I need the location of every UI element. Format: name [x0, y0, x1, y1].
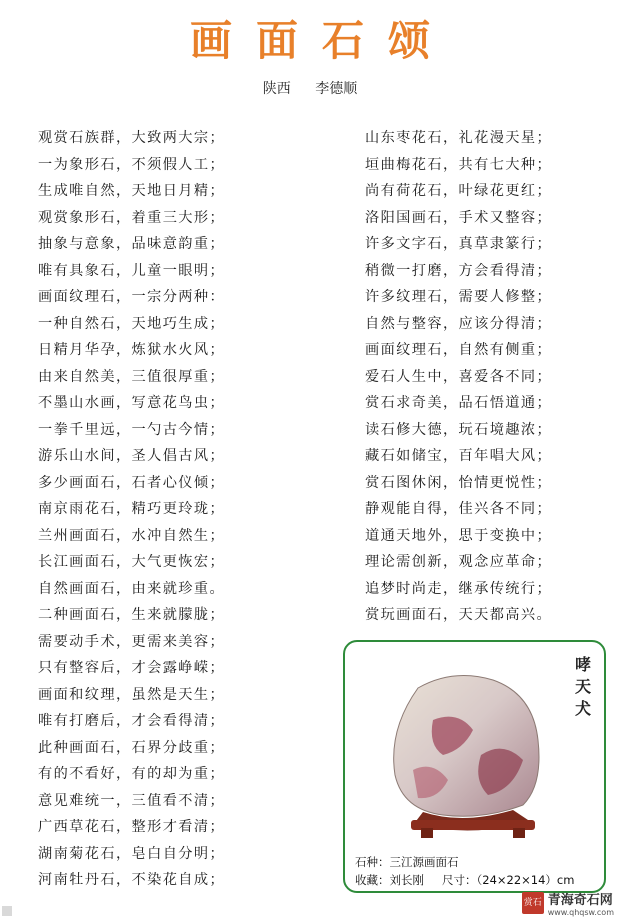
- poem-line: 理论需创新，观念应革命；: [365, 554, 553, 570]
- stone-photo-card: [343, 640, 606, 893]
- corner-mark: [2, 906, 12, 916]
- site-logo: [522, 892, 614, 917]
- stone-owner-value: 刘长刚: [389, 873, 424, 887]
- poem-line: 爱石人生中，喜爱各不同；: [365, 368, 553, 385]
- poem-line: 追梦时尚走，继承传统行；: [365, 580, 553, 597]
- logo-url: www.qhqsw.com: [547, 908, 614, 917]
- poem-line: 赏玩画面石，天天都高兴。: [365, 607, 553, 623]
- poem-line: 此种画面石，石界分歧重；: [38, 739, 226, 756]
- poem-line: 赏石图休闲，怡情更悦性；: [365, 474, 553, 491]
- poem-line: 广西草花石，整形才看清；: [38, 819, 226, 835]
- poem-line: 长江画面石，大气更恢宏；: [38, 554, 226, 570]
- poem-line: 观赏象形石，着重三大形；: [38, 209, 226, 226]
- stone-type-value: 三江源画面石: [389, 855, 459, 869]
- poem-line: 二种画面石，生来就朦胧；: [38, 607, 226, 623]
- stone-type-label: 石种：: [355, 855, 390, 869]
- author-line: [0, 78, 620, 98]
- seal-icon: 赏石: [522, 892, 544, 914]
- poem-column-left: [38, 125, 225, 894]
- poem-line: 尚有荷花石，叶绿花更红；: [365, 183, 553, 199]
- poem-line: 观赏石族群，大致两大宗；: [38, 130, 226, 146]
- author-place: 陕西: [262, 81, 291, 97]
- poem-line: 一为象形石，不须假人工；: [38, 156, 226, 173]
- poem-line: 自然画面石，由来就珍重。: [38, 580, 226, 597]
- poem-line: 抽象与意象，品味意韵重；: [38, 236, 226, 252]
- poem-line: 一种自然石，天地巧生成；: [38, 315, 226, 332]
- poem-line: 唯有具象石，儿童一眼明；: [38, 262, 226, 279]
- poem-line: 画面纹理石，自然有侧重；: [365, 342, 553, 358]
- poem-line: 稍微一打磨，方会看得清；: [365, 262, 553, 279]
- poem-line: 许多文字石，真草隶篆行；: [365, 236, 553, 252]
- poem-line: 需要动手术，更需来美容；: [38, 633, 226, 650]
- poem-line: 有的不看好，有的却为重；: [38, 766, 226, 782]
- poem-line: 南京雨花石，精巧更玲珑；: [38, 501, 226, 517]
- stone-title: 哮天犬: [574, 655, 591, 718]
- poem-line: 道通天地外，思于变换中；: [365, 527, 553, 544]
- stone-owner-label: 收藏：: [355, 873, 390, 887]
- stone-size-label: 尺寸：: [442, 873, 477, 887]
- poem-line: 洛阳国画石，手术又整容；: [365, 209, 553, 226]
- poem-line: 兰州画面石，水冲自然生；: [38, 527, 226, 544]
- poem-line: 画面纹理石，一宗分两种：: [38, 289, 226, 305]
- poem-line: 由来自然美，三值很厚重；: [38, 368, 226, 385]
- stone-size-value: （24×22×14）cm: [476, 873, 575, 887]
- poem-line: 山东枣花石，礼花漫天星；: [365, 130, 553, 146]
- stone-owner-size: [355, 872, 574, 888]
- poem-line: 不墨山水画，写意花鸟虫；: [38, 395, 226, 411]
- poem-line: 静观能自得，佳兴各不同；: [365, 501, 553, 517]
- poem-line: 湖南菊花石，皂白自分明；: [38, 845, 226, 862]
- poem-line: 只有整容后，才会露峥嵘；: [38, 660, 226, 676]
- poem-line: 多少画面石，石者心仪倾；: [38, 474, 226, 491]
- stone-type: [355, 854, 459, 870]
- poem-line: 一拳千里远，一勺古今情；: [38, 421, 226, 438]
- poem-line: 生成唯自然，天地日月精；: [38, 183, 226, 199]
- poem-line: 唯有打磨后，才会看得清；: [38, 713, 226, 729]
- poem-column-right: [365, 125, 552, 629]
- stone-photo: [363, 660, 563, 840]
- poem-line: 画面和纹理，虽然是天生；: [38, 686, 226, 703]
- logo-name: 青海奇石网: [547, 893, 613, 908]
- poem-line: 河南牡丹石，不染花自成；: [38, 872, 226, 888]
- poem-line: 读石修大德，玩石境趣浓；: [365, 421, 553, 438]
- poem-line: 许多纹理石，需要人修整；: [365, 289, 553, 305]
- page-title: 画面石颂: [189, 16, 454, 65]
- poem-line: 垣曲梅花石，共有七大种；: [365, 156, 553, 173]
- poem-line: 日精月华孕，炼狱水火风；: [38, 342, 226, 358]
- poem-line: 自然与整容，应该分得清；: [365, 315, 553, 332]
- poem-line: 藏石如储宝，百年唱大风；: [365, 448, 553, 464]
- poem-line: 游乐山水间，圣人倡古风；: [38, 448, 226, 464]
- author-name: 李德顺: [315, 81, 358, 97]
- poem-line: 赏石求奇美，品石悟道通；: [365, 395, 553, 411]
- poem-line: 意见难统一，三值看不清；: [38, 792, 226, 809]
